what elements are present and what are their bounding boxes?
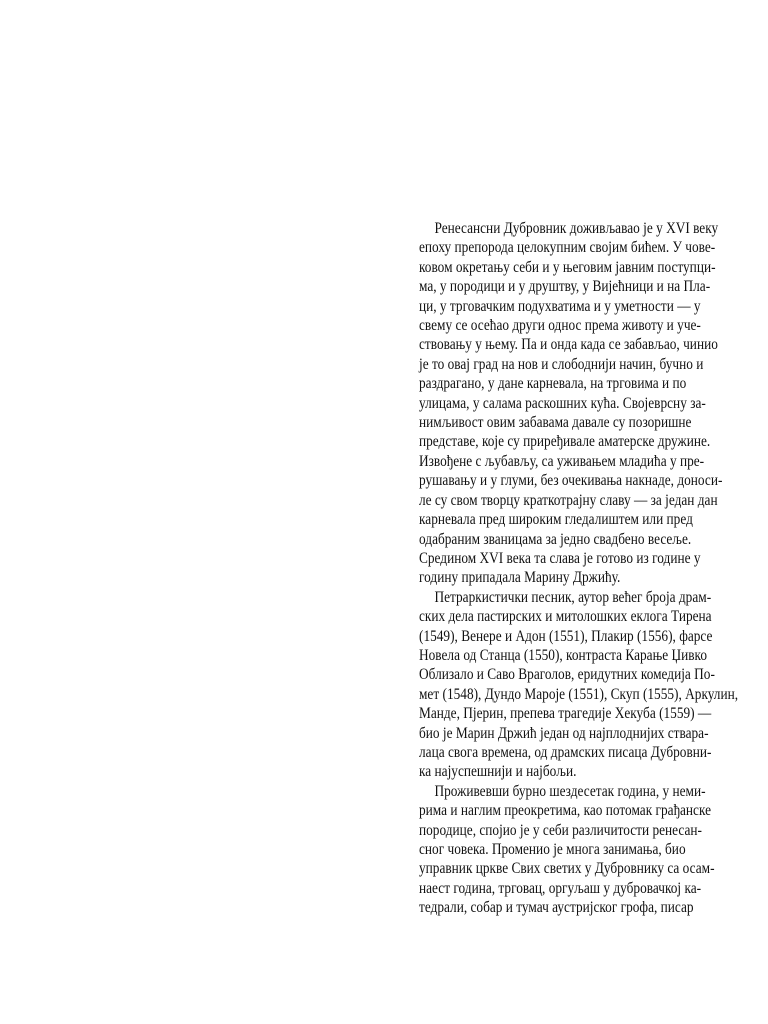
- text-line: раздрагано, у дане карневала, на трговима и по: [419, 375, 687, 393]
- text-line: ци, у трговачким подухватима и у уметности — у: [419, 297, 701, 315]
- text-line: ковом окретању себи и у његовим јавним поступци-: [419, 258, 716, 276]
- text-line: ка најуспешнији и најбољи.: [419, 763, 577, 781]
- text-line: Петраркистички песник, аутор већег броја драм-: [434, 588, 712, 606]
- text-line: годину припадала Марину Држићу.: [419, 569, 621, 587]
- text-line: свему се осећао други однос према животу и уче-: [419, 317, 701, 335]
- text-line: карневала пред широким гледалиштем или пред: [419, 511, 693, 529]
- text-line: Новела од Станца (1550), контраста Карање Џивко: [419, 646, 708, 664]
- text-line: Ренесансни Дубровник доживљавао је у XVI веку: [434, 220, 719, 237]
- text-line: ских дела пастирских и митолошких еклога Тирена: [419, 608, 712, 626]
- text-line: лаца свога времена, од драмских писаца Дубровни-: [419, 743, 712, 761]
- text-line: био је Марин Држић један од најплоднијих ствара-: [419, 724, 709, 742]
- text-line: управник цркве Свих светих у Дубровнику са осам-: [419, 860, 715, 878]
- text-line: нимљивост овим забавама давале су позоришне: [419, 414, 692, 432]
- text-column: [419, 219, 739, 918]
- text-line: ле су свом творцу краткотрајну славу — за један дан: [419, 491, 718, 509]
- text-line: Облизало и Саво Враголов, еридутних комедија По-: [419, 666, 715, 684]
- text-line: Извођене с љубављу, са уживањем младића у пре-: [419, 452, 705, 470]
- text-line: је то овај град на нов и слободнији начин, бучно и: [419, 355, 704, 373]
- text-line: наест година, трговац, оргуљаш у дубровачкој ка-: [419, 879, 702, 897]
- text-line: Манде, Пјерин, препева трагедије Хекуба (1559) —: [419, 705, 712, 723]
- paragraph-2: [419, 588, 739, 782]
- text-line: ма, у породици и у друштву, у Вијећници и на Пла-: [419, 278, 711, 296]
- text-line: представе, које су приређивале аматерске дружине.: [419, 433, 711, 451]
- text-line: Средином XVI века та слава је готово из године у: [419, 549, 701, 567]
- text-line: рима и наглим преокретима, као потомак грађанске: [419, 802, 712, 820]
- text-line: ствовању у њему. Па и онда када се забављао, чинио: [419, 336, 718, 354]
- text-line: улицама, у салама раскошних кућа. Својеврсну за-: [419, 394, 706, 412]
- text-line: Проживевши бурно шездесетак година, у неми-: [434, 782, 706, 800]
- text-line: сног човека. Променио је многа занимања, био: [419, 841, 686, 858]
- text-line: рушавању и у глуми, без очекивања накнаде, доноси-: [419, 472, 723, 490]
- paragraph-1: [419, 219, 723, 588]
- text-line: епоху препорода целокупним својим бићем. У чове-: [419, 239, 716, 257]
- text-line: мет (1548), Дундо Мароје (1551), Скуп (1555), Аркулин,: [419, 685, 739, 703]
- paragraph-3: [419, 782, 715, 918]
- text-line: тедрали, собар и тумач аустријског грофа, писар: [419, 899, 694, 917]
- text-line: (1549), Венере и Адон (1551), Плакир (1556), фарсе: [419, 627, 713, 645]
- text-line: породице, спојио је у себи различитости ренесан-: [419, 821, 702, 839]
- text-line: одабраним званицама за једно свадбено весеље.: [419, 530, 692, 548]
